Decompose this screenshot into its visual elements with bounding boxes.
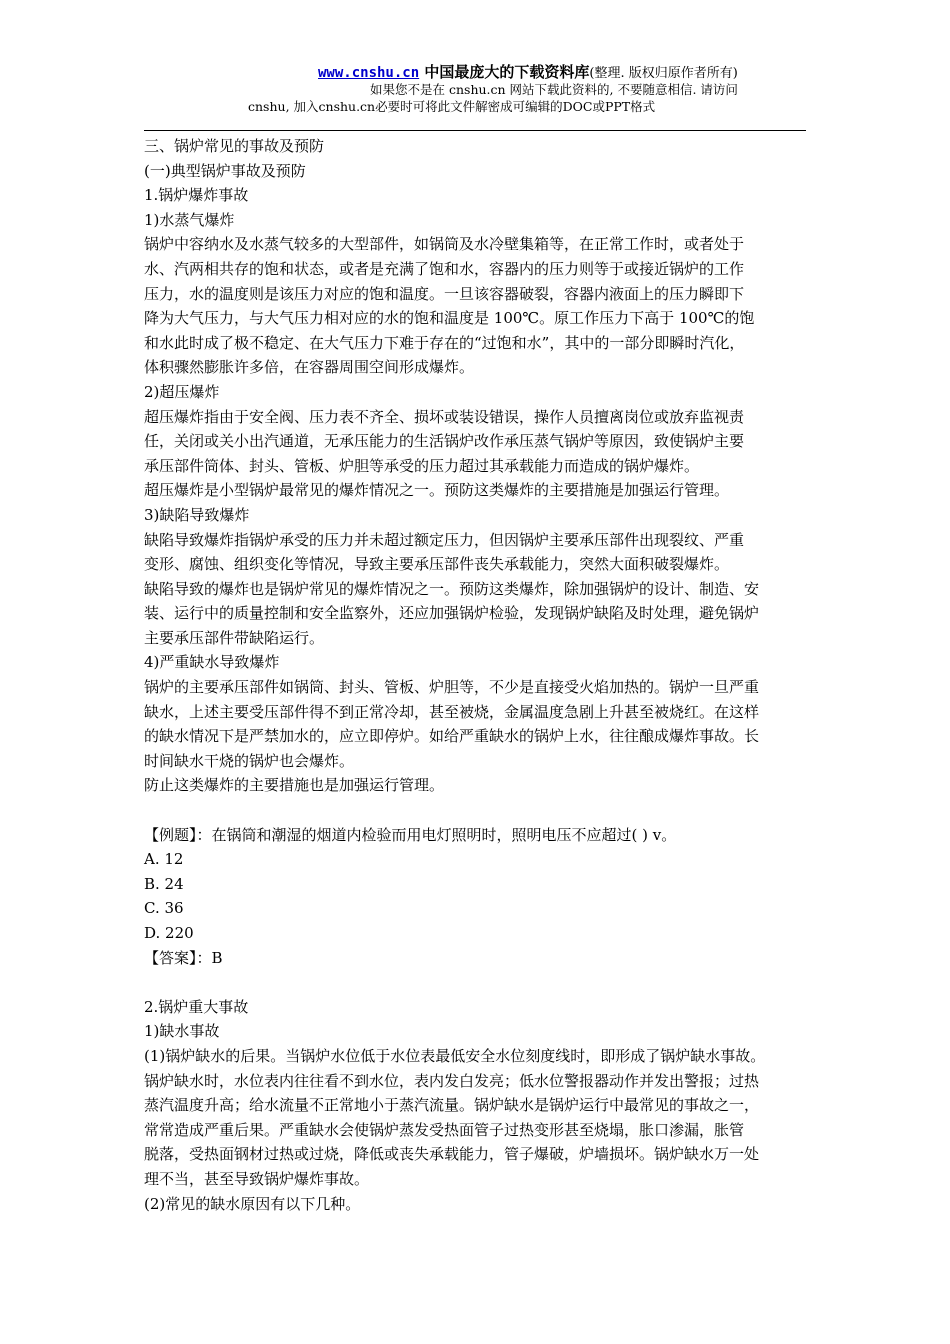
text-line: (一)典型锅炉事故及预防 bbox=[144, 161, 306, 180]
text-line: 3)缺陷导致爆炸 bbox=[144, 505, 250, 524]
text-line: D. 220 bbox=[144, 924, 194, 942]
text-line: 变形、腐蚀、组织变化等情况，导致主要承压部件丧失承载能力，突然大面积破裂爆炸。 bbox=[144, 555, 730, 574]
text-line: 理不当，甚至导致锅炉爆炸事故。 bbox=[144, 1169, 370, 1188]
text-line: 2)超压爆炸 bbox=[144, 382, 220, 401]
text-line: 三、锅炉常见的事故及预防 bbox=[144, 137, 325, 155]
text-line: C. 36 bbox=[144, 899, 184, 918]
text-line: 锅炉的主要承压部件如锅筒、封头、管板、炉胆等，不少是直接受火焰加热的。锅炉一旦严重 bbox=[144, 678, 760, 697]
text-line: 主要承压部件带缺陷运行。 bbox=[144, 628, 325, 647]
text-line: (1)锅炉缺水的后果。当锅炉水位低于水位表最低安全水位刻度线时，即形成了锅炉缺水事故。 bbox=[144, 1046, 766, 1065]
text-line: 缺水，上述主要受压部件得不到正常冷却，甚至被烧，金属温度急剧上升甚至被烧红。在这样 bbox=[144, 702, 760, 721]
text-line: 装、运行中的质量控制和安全监察外，还应加强锅炉检验，发现锅炉缺陷及时处理，避免锅炉 bbox=[144, 604, 760, 623]
text-line: 防止这类爆炸的主要措施也是加强运行管理。 bbox=[144, 776, 445, 795]
text-line: 蒸汽温度升高；给水流量不正常地小于蒸汽流量。锅炉缺水是锅炉运行中最常见的事故之一， bbox=[144, 1096, 760, 1115]
text-line: 体积骤然膨胀许多倍，在容器周围空间形成爆炸。 bbox=[144, 358, 475, 377]
text-line: 脱落，受热面钢材过热或过烧，降低或丧失承载能力，管子爆破，炉墙损坏。锅炉缺水万一处 bbox=[144, 1145, 760, 1164]
text-line: A. 12 bbox=[144, 850, 184, 869]
header-notice-line-3: cnshu, 加入cnshu.cn必要时可将此文件解密成可编辑的DOC或PPT格式 bbox=[248, 99, 656, 114]
text-line: 锅炉缺水时，水位表内往往看不到水位，表内发白发亮；低水位警报器动作并发出警报；过热 bbox=[144, 1071, 760, 1090]
text-line: 1.锅炉爆炸事故 bbox=[144, 186, 249, 205]
text-line: 锅炉中容纳水及水蒸气较多的大型部件，如锅筒及水冷壁集箱等，在正常工作时，或者处于 bbox=[144, 235, 745, 254]
text-line: 【例题】：在锅筒和潮湿的烟道内检验而用电灯照明时，照明电压不应超过( ) v。 bbox=[144, 825, 677, 844]
document-body bbox=[144, 134, 816, 1216]
text-line: (2)常见的缺水原因有以下几种。 bbox=[144, 1194, 361, 1213]
site-link[interactable]: www.cnshu.cn bbox=[318, 65, 420, 81]
copyright-note: (整理. 版权归原作者所有) bbox=[589, 66, 738, 81]
header-notice-line-2: 如果您不是在 cnshu.cn 网站下载此资料的, 不要随意相信. 请访问 bbox=[370, 82, 738, 97]
text-line: 任，关闭或关小出汽通道，无承压能力的生活锅炉改作承压蒸气锅炉等原因，致使锅炉主要 bbox=[144, 432, 745, 451]
text-line: 2.锅炉重大事故 bbox=[144, 997, 249, 1016]
text-line: 1)缺水事故 bbox=[144, 1022, 220, 1041]
text-line: 超压爆炸是小型锅炉最常见的爆炸情况之一。预防这类爆炸的主要措施是加强运行管理。 bbox=[144, 481, 730, 500]
text-line: 压力，水的温度则是该压力对应的饱和温度。一旦该容器破裂，容器内液面上的压力瞬即下 bbox=[144, 284, 745, 303]
text-line: 超压爆炸指由于安全阀、压力表不齐全、损坏或装设错误，操作人员擅离岗位或放弃监视责 bbox=[144, 407, 745, 426]
text-line: 【答案】：B bbox=[144, 948, 223, 967]
text-line: 常常造成严重后果。严重缺水会使锅炉蒸发受热面管子过热变形甚至烧塌，胀口渗漏，胀管 bbox=[144, 1120, 745, 1139]
text-line: 缺陷导致爆炸指锅炉承受的压力并未超过额定压力，但因锅炉主要承压部件出现裂纹、严重 bbox=[144, 530, 745, 549]
text-line: 和水此时成了极不稳定、在大气压力下难于存在的“过饱和水”，其中的一部分即瞬时汽化， bbox=[144, 333, 745, 352]
text-line: 水、汽两相共存的饱和状态，或者是充满了饱和水，容器内的压力则等于或接近锅炉的工作 bbox=[144, 259, 745, 278]
text-line: 缺陷导致的爆炸也是锅炉常见的爆炸情况之一。预防这类爆炸，除加强锅炉的设计、制造、安 bbox=[144, 579, 760, 598]
blank-line bbox=[144, 798, 816, 823]
header-divider bbox=[144, 130, 806, 131]
text-line: 时间缺水干烧的锅炉也会爆炸。 bbox=[144, 751, 355, 770]
brand-title: 中国最庞大的下载资料库 bbox=[419, 63, 590, 81]
text-line: 1)水蒸气爆炸 bbox=[144, 210, 235, 229]
text-line: 降为大气压力，与大气压力相对应的水的饱和温度是 100℃。原工作压力下高于 100℃的饱 bbox=[144, 309, 755, 328]
text-line: B. 24 bbox=[144, 874, 184, 893]
text-line: 的缺水情况下是严禁加水的，应立即停炉。如给严重缺水的锅炉上水，往往酿成爆炸事故。长 bbox=[144, 727, 760, 746]
blank-line bbox=[144, 970, 816, 995]
text-line: 4)严重缺水导致爆炸 bbox=[144, 653, 280, 672]
text-line: 承压部件筒体、封头、管板、炉胆等承受的压力超过其承载能力而造成的锅炉爆炸。 bbox=[144, 456, 700, 475]
